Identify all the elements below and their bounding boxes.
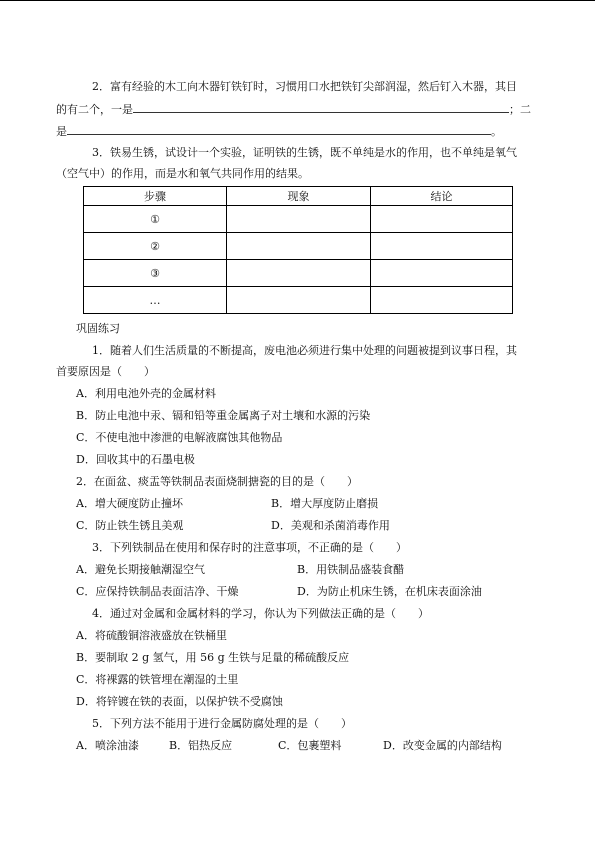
p3-option-b[interactable]: B．用铁制品盛装食醋 (297, 563, 405, 576)
header-phenomenon: 现象 (227, 187, 371, 206)
p1-option-d[interactable]: D．回收其中的石墨电极 (76, 453, 195, 466)
p1-option-b[interactable]: B．防止电池中汞、镉和铅等重金属离子对土壤和水源的污染 (76, 409, 371, 422)
table-row (84, 206, 513, 233)
q2-answer-blank-2[interactable] (67, 124, 491, 135)
p2-option-a[interactable]: A．增大硬度防止撞坏 (76, 497, 183, 510)
section-title: 巩固练习 (76, 322, 120, 335)
table-row (84, 287, 513, 314)
phenomenon-cell[interactable] (227, 260, 371, 287)
p1-stem-line2: 首要原因是（ ） (56, 365, 155, 378)
p5-option-b[interactable]: B．铝热反应 (169, 739, 233, 752)
p2-option-d[interactable]: D．美观和杀菌消毒作用 (271, 519, 390, 532)
q2-line2-prefix: 的有二个，一是 (56, 103, 133, 116)
q2-answer-blank-1[interactable] (133, 102, 509, 113)
step-cell: ① (84, 206, 227, 233)
table-header-row (84, 187, 513, 206)
p4-option-b[interactable]: B．要制取 2 g 氢气，用 56 g 生铁与足量的稀硫酸反应 (76, 651, 350, 664)
conclusion-cell[interactable] (371, 260, 513, 287)
p1-option-a[interactable]: A．利用电池外壳的金属材料 (76, 387, 216, 400)
q2-line3-prefix: 是 (56, 125, 67, 138)
step-cell: ② (84, 233, 227, 260)
p4-option-c[interactable]: C．将裸露的铁管埋在潮湿的土里 (76, 673, 239, 686)
p1-stem-line1: 1．随着人们生活质量的不断提高，废电池必须进行集中处理的问题被提到议事日程，其 (92, 344, 517, 357)
p3-option-a[interactable]: A．避免长期接触潮湿空气 (76, 563, 205, 576)
p2-stem: 2．在面盆、痰盂等铁制品表面烧制搪瓷的目的是（ ） (76, 475, 358, 488)
conclusion-cell[interactable] (371, 233, 513, 260)
q2-line3 (56, 124, 502, 139)
q2-line2 (56, 102, 531, 117)
table-row (84, 233, 513, 260)
phenomenon-cell[interactable] (227, 287, 371, 314)
p5-stem: 5．下列方法不能用于进行金属防腐处理的是（ ） (92, 717, 352, 730)
q2-line3-suffix: 。 (491, 125, 502, 138)
phenomenon-cell[interactable] (227, 233, 371, 260)
conclusion-cell[interactable] (371, 206, 513, 233)
p5-option-d[interactable]: D．改变金属的内部结构 (383, 739, 502, 752)
q2-line1: 2．富有经验的木工向木器钉铁钉时，习惯用口水把铁钉尖部润湿，然后钉入木器，其目 (92, 80, 517, 93)
step-cell: ③ (84, 260, 227, 287)
q3-line2: （空气中）的作用，而是水和氧气共同作用的结果。 (56, 167, 309, 180)
p1-option-c[interactable]: C．不使电池中渗泄的电解液腐蚀其他物品 (76, 431, 283, 444)
p2-option-b[interactable]: B．增大厚度防止磨损 (271, 497, 379, 510)
p3-option-d[interactable]: D．为防止机床生锈，在机床表面涂油 (297, 585, 482, 598)
p5-option-c[interactable]: C．包裹塑料 (278, 739, 342, 752)
phenomenon-cell[interactable] (227, 206, 371, 233)
p2-option-c[interactable]: C．防止铁生锈且美观 (76, 519, 184, 532)
experiment-table (83, 186, 513, 314)
q2-line2-suffix: ；二 (509, 103, 531, 116)
header-steps: 步骤 (84, 187, 227, 206)
header-conclusion: 结论 (371, 187, 513, 206)
p5-option-a[interactable]: A．喷涂油漆 (76, 739, 139, 752)
p4-option-d[interactable]: D．将锌镀在铁的表面，以保护铁不受腐蚀 (76, 695, 283, 708)
header-rule (0, 0, 595, 1)
p3-option-c[interactable]: C．应保持铁制品表面洁净、干燥 (76, 585, 239, 598)
step-cell: … (84, 287, 227, 314)
p3-stem: 3．下列铁制品在使用和保存时的注意事项，不正确的是（ ） (92, 541, 407, 554)
p4-option-a[interactable]: A．将硫酸铜溶液盛放在铁桶里 (76, 629, 227, 642)
conclusion-cell[interactable] (371, 287, 513, 314)
q3-line1: 3．铁易生锈，试设计一个实验，证明铁的生锈，既不单纯是水的作用，也不单纯是氧气 (92, 146, 517, 159)
table-row (84, 260, 513, 287)
p4-stem: 4．通过对金属和金属材料的学习，你认为下列做法正确的是（ ） (92, 607, 429, 620)
